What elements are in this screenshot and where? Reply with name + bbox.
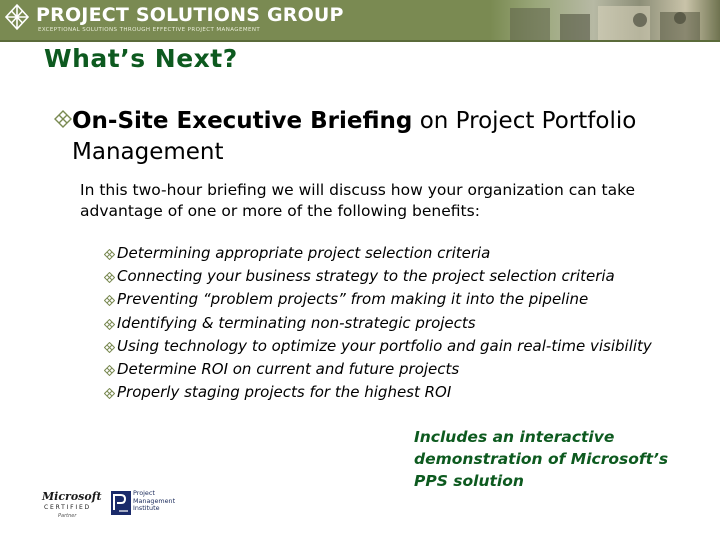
ms-partner-label: Partner bbox=[58, 513, 77, 519]
main-bullet-bold: On-Site Executive Briefing bbox=[72, 108, 413, 134]
diamond-bullet-icon bbox=[54, 110, 72, 128]
ms-wordmark: Microsoft bbox=[42, 490, 102, 503]
benefit-item bbox=[104, 312, 704, 335]
main-bullet-text bbox=[72, 106, 702, 168]
benefit-item bbox=[104, 381, 704, 404]
benefit-label: Preventing “problem projects” from making it into the pipeline bbox=[117, 290, 589, 309]
benefit-item bbox=[104, 242, 704, 265]
benefit-item bbox=[104, 358, 704, 381]
benefit-label: Connecting your business strategy to the project selection criteria bbox=[117, 267, 615, 286]
benefits-list bbox=[104, 242, 704, 404]
diamond-bullet-icon bbox=[104, 388, 115, 399]
benefit-item bbox=[104, 335, 704, 358]
benefit-label: Properly staging projects for the highest ROI bbox=[117, 383, 452, 402]
pmi-line-1: Project bbox=[133, 489, 155, 497]
header-band bbox=[0, 0, 720, 40]
diamond-bullet-icon bbox=[104, 249, 115, 260]
header-photo bbox=[490, 0, 720, 40]
brand-name: PROJECT SOLUTIONS GROUP bbox=[36, 4, 344, 26]
pmi-line-3: Institute bbox=[133, 504, 160, 513]
pmi-logo bbox=[110, 490, 190, 522]
benefit-label: Determining appropriate project selection criteria bbox=[117, 244, 491, 262]
microsoft-certified-partner-logo bbox=[42, 490, 100, 522]
benefit-item bbox=[104, 265, 704, 288]
benefit-label: Using technology to optimize your portfolio and gain real-time visibility bbox=[117, 336, 652, 355]
diamond-bullet-icon bbox=[104, 319, 115, 330]
benefit-label: Identifying & terminating non-strategic projects bbox=[117, 313, 476, 332]
diamond-bullet-icon bbox=[104, 342, 115, 353]
diamond-lattice-icon bbox=[4, 3, 30, 31]
header-rule bbox=[0, 40, 720, 42]
pmi-mark-icon bbox=[110, 490, 132, 516]
diamond-bullet-icon bbox=[104, 365, 115, 376]
page-title: What’s Next? bbox=[44, 44, 238, 73]
benefit-item bbox=[104, 288, 704, 311]
ms-certified-label: CERTIFIED bbox=[44, 504, 91, 511]
brand-tagline: EXCEPTIONAL SOLUTIONS THROUGH EFFECTIVE PROJECT MANAGEMENT bbox=[38, 27, 261, 33]
intro-paragraph: In this two-hour briefing we will discuss how your organization can take advantage of one or more of the following benefits: bbox=[80, 181, 636, 220]
diamond-bullet-icon bbox=[104, 272, 115, 283]
main-bullet-rest: on Project Portfolio Management bbox=[72, 108, 637, 165]
benefit-label: Determine ROI on current and future projects bbox=[117, 359, 460, 378]
diamond-bullet-icon bbox=[104, 295, 115, 306]
pmi-line-2: Management bbox=[133, 496, 176, 505]
pmi-text bbox=[133, 490, 175, 513]
demo-callout: Includes an interactive demonstration of Microsoft’s PPS solution bbox=[414, 428, 669, 490]
